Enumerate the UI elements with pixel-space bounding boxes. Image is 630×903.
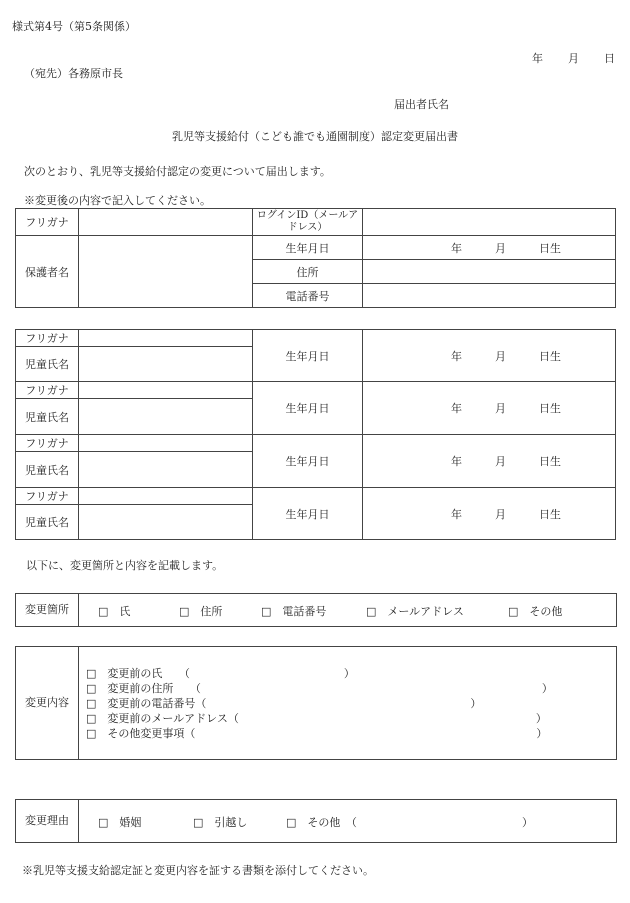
child-furigana-field[interactable] <box>79 330 253 347</box>
prior-phone-checkbox[interactable]: □ 変更前の電話番号（ ） <box>86 697 482 710</box>
child-birth-field[interactable]: 年 月 日生 <box>363 382 616 435</box>
child-name-field[interactable] <box>79 347 253 382</box>
child-furigana-field[interactable] <box>79 435 253 452</box>
child-birth-label: 生年月日 <box>253 330 363 382</box>
date-day: 日 <box>604 52 615 65</box>
child-birth-field[interactable]: 年 月 日生 <box>363 435 616 488</box>
document-title: 乳児等支援給付（こども誰でも通園制度）認定変更届出書 <box>172 130 458 143</box>
change-place-other-checkbox[interactable]: □ その他 <box>508 605 563 618</box>
prior-surname-checkbox[interactable]: □ 変更前の氏 （ ） <box>86 667 355 680</box>
date-month: 月 <box>568 52 579 65</box>
prior-email-checkbox[interactable]: □ 変更前のメールアドレス（ ） <box>86 712 547 725</box>
child-birth-label: 生年月日 <box>253 488 363 540</box>
guardian-name-field[interactable] <box>79 236 253 308</box>
child-name-field[interactable] <box>79 452 253 488</box>
login-id-label: ログインID（メールアドレス） <box>253 209 363 236</box>
change-place-phone-checkbox[interactable]: □ 電話番号 <box>261 605 327 618</box>
login-id-field[interactable] <box>363 209 616 236</box>
change-content-lines <box>86 666 553 741</box>
change-place-box <box>15 593 617 627</box>
change-place-email-checkbox[interactable]: □ メールアドレス <box>366 605 464 618</box>
change-content-box <box>15 646 617 760</box>
change-reason-label: 変更理由 <box>16 800 79 842</box>
note-after-change: ※変更後の内容で記入してください。 <box>24 194 211 207</box>
change-place-label: 変更箇所 <box>16 594 79 626</box>
guardian-phone-label: 電話番号 <box>253 284 363 308</box>
reason-moving-checkbox[interactable]: □ 引越し <box>193 816 248 829</box>
child-furigana-field[interactable] <box>79 382 253 399</box>
reason-other-close: ） <box>522 816 533 829</box>
child-name-field[interactable] <box>79 505 253 540</box>
child-name-label: 児童氏名 <box>16 347 79 382</box>
child-birth-field[interactable]: 年 月 日生 <box>363 488 616 540</box>
date-year: 年 <box>532 52 543 65</box>
child-birth-label: 生年月日 <box>253 382 363 435</box>
guardian-address-field[interactable] <box>363 260 616 284</box>
child-birth-field[interactable]: 年 月 日生 <box>363 330 616 382</box>
guardian-birth-label: 生年月日 <box>253 236 363 260</box>
other-change-checkbox[interactable]: □ その他変更事項（ ） <box>86 727 548 740</box>
guardian-phone-field[interactable] <box>363 284 616 308</box>
child-name-field[interactable] <box>79 399 253 435</box>
children-table <box>15 329 616 540</box>
intro-text: 次のとおり、乳児等支援給付認定の変更について届出します。 <box>24 165 331 178</box>
guardian-birth-field[interactable]: 年 月 日生 <box>363 236 616 260</box>
change-place-address-checkbox[interactable]: □ 住所 <box>179 605 223 618</box>
addressee: （宛先）各務原市長 <box>24 67 123 80</box>
child-furigana-label: フリガナ <box>16 488 79 505</box>
guardian-name-label: 保護者名 <box>16 236 79 308</box>
guardian-address-label: 住所 <box>253 260 363 284</box>
prior-address-checkbox[interactable]: □ 変更前の住所 （ ） <box>86 682 553 695</box>
child-name-label: 児童氏名 <box>16 452 79 488</box>
submitter-label: 届出者氏名 <box>394 98 449 111</box>
reason-other-checkbox[interactable]: □ その他 （ <box>286 816 357 829</box>
change-reason-box <box>15 799 617 843</box>
child-name-label: 児童氏名 <box>16 399 79 435</box>
guardian-furigana-label: フリガナ <box>16 209 79 236</box>
child-furigana-field[interactable] <box>79 488 253 505</box>
change-content-label: 変更内容 <box>16 647 79 759</box>
child-furigana-label: フリガナ <box>16 435 79 452</box>
footer-note: ※乳児等支援支給認定証と変更内容を証する書類を添付してください。 <box>22 864 374 877</box>
change-intro: 以下に、変更箇所と内容を記載します。 <box>26 559 224 572</box>
child-furigana-label: フリガナ <box>16 382 79 399</box>
child-birth-label: 生年月日 <box>253 435 363 488</box>
reason-marriage-checkbox[interactable]: □ 婚姻 <box>98 816 142 829</box>
guardian-table <box>15 208 616 308</box>
child-name-label: 児童氏名 <box>16 505 79 540</box>
child-furigana-label: フリガナ <box>16 330 79 347</box>
guardian-furigana-field[interactable] <box>79 209 253 236</box>
change-place-surname-checkbox[interactable]: □ 氏 <box>98 605 131 618</box>
form-number: 様式第4号（第5条関係） <box>12 20 136 33</box>
